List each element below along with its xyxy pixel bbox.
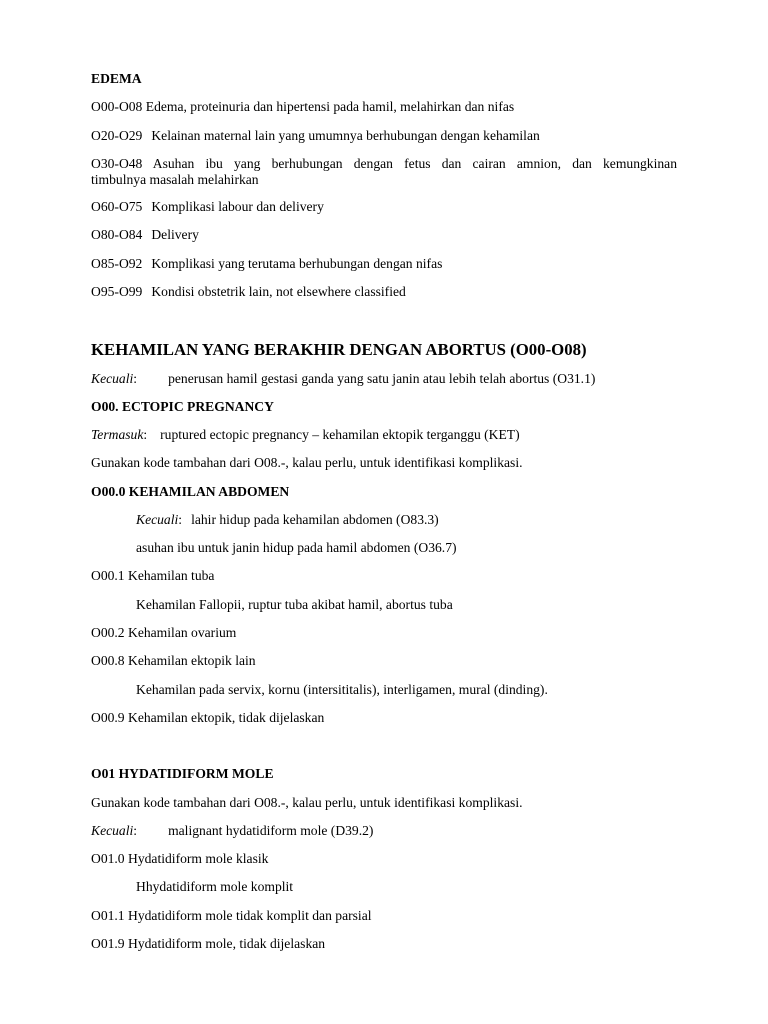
edema-item-code: O60-O75 (91, 199, 143, 214)
o01-note: Gunakan kode tambahan dari O08.-, kalau perlu, untuk identifikasi komplikasi. (91, 795, 523, 810)
edema-item-code: O30-O48 (91, 156, 143, 171)
edema-item-text: Edema, proteinuria dan hipertensi pada hamil, melahirkan dan nifas (145, 99, 515, 114)
o001-title: O00.1 Kehamilan tuba (91, 568, 215, 583)
kecuali-text: lahir hidup pada kehamilan abdomen (O83.3) (191, 512, 439, 527)
edema-item-text: Asuhan ibu yang berhubungan dengan fetus dan cairan amnion, dan kemungkinan (152, 156, 677, 171)
o008-detail: Kehamilan pada servix, kornu (intersititalis), interligamen, mural (dinding). (136, 682, 548, 697)
o000-kecuali: Kecuali: lahir hidup pada kehamilan abdomen (O83.3) (136, 512, 439, 527)
kecuali-label: Kecuali (91, 371, 134, 386)
edema-item-text: Kondisi obstetrik lain, not elsewhere classified (151, 284, 406, 299)
termasuk-text: ruptured ectopic pregnancy – kehamilan ektopik terganggu (KET) (160, 427, 520, 442)
kecuali-label: Kecuali (136, 512, 179, 527)
edema-item-code: O95-O99 (91, 284, 143, 299)
edema-item (91, 128, 540, 144)
o010-title: O01.0 Hydatidiform mole klasik (91, 851, 269, 866)
edema-item-continuation: timbulnya masalah melahirkan (91, 172, 259, 187)
o002-title: O00.2 Kehamilan ovarium (91, 625, 237, 640)
o00-note: Gunakan kode tambahan dari O08.-, kalau perlu, untuk identifikasi komplikasi. (91, 455, 523, 470)
edema-item-code: O20-O29 (91, 128, 143, 143)
edema-item (91, 256, 442, 272)
o010-detail: Hhydatidiform mole komplit (136, 879, 294, 894)
edema-title: EDEMA (91, 71, 142, 86)
o001-detail: Kehamilan Fallopii, ruptur tuba akibat hamil, abortus tuba (136, 597, 453, 612)
edema-item-text: Kelainan maternal lain yang umumnya berhubungan dengan kehamilan (151, 128, 540, 143)
kecuali-text: malignant hydatidiform mole (D39.2) (168, 823, 374, 838)
termasuk-label: Termasuk (91, 427, 144, 442)
kecuali-label: Kecuali (91, 823, 134, 838)
o008-title: O00.8 Kehamilan ektopik lain (91, 653, 256, 668)
o009-title: O00.9 Kehamilan ektopik, tidak dijelaskan (91, 710, 325, 725)
edema-item (91, 199, 324, 215)
edema-item-code: O80-O84 (91, 227, 143, 242)
o000-heading: O00.0 KEHAMILAN ABDOMEN (91, 484, 290, 499)
edema-item (91, 99, 514, 115)
edema-item-text: Komplikasi yang terutama berhubungan dengan nifas (151, 256, 443, 271)
o011-title: O01.1 Hydatidiform mole tidak komplit dan parsial (91, 908, 372, 923)
kecuali-text: penerusan hamil gestasi ganda yang satu janin atau lebih telah abortus (O31.1) (168, 371, 596, 386)
o01-heading: O01 HYDATIDIFORM MOLE (91, 766, 274, 781)
edema-item-code: O00-O08 (91, 99, 143, 114)
edema-item-text: Delivery (151, 227, 199, 242)
edema-item (91, 156, 677, 172)
abortus-heading: KEHAMILAN YANG BERAKHIR DENGAN ABORTUS (O00-O08) (91, 340, 587, 359)
o01-kecuali: Kecuali: malignant hydatidiform mole (D39.2) (91, 823, 374, 838)
edema-item (91, 284, 406, 300)
o00-termasuk: Termasuk: ruptured ectopic pregnancy – kehamilan ektopik terganggu (KET) (91, 427, 520, 442)
edema-item-text: Komplikasi labour dan delivery (151, 199, 324, 214)
abortus-kecuali: Kecuali: penerusan hamil gestasi ganda yang satu janin atau lebih telah abortus (O31.1) (91, 371, 596, 386)
o019-title: O01.9 Hydatidiform mole, tidak dijelaskan (91, 936, 326, 951)
edema-item (91, 227, 199, 243)
o00-heading: O00. ECTOPIC PREGNANCY (91, 399, 274, 414)
edema-item-code: O85-O92 (91, 256, 143, 271)
o000-extra: asuhan ibu untuk janin hidup pada hamil abdomen (O36.7) (136, 540, 457, 555)
